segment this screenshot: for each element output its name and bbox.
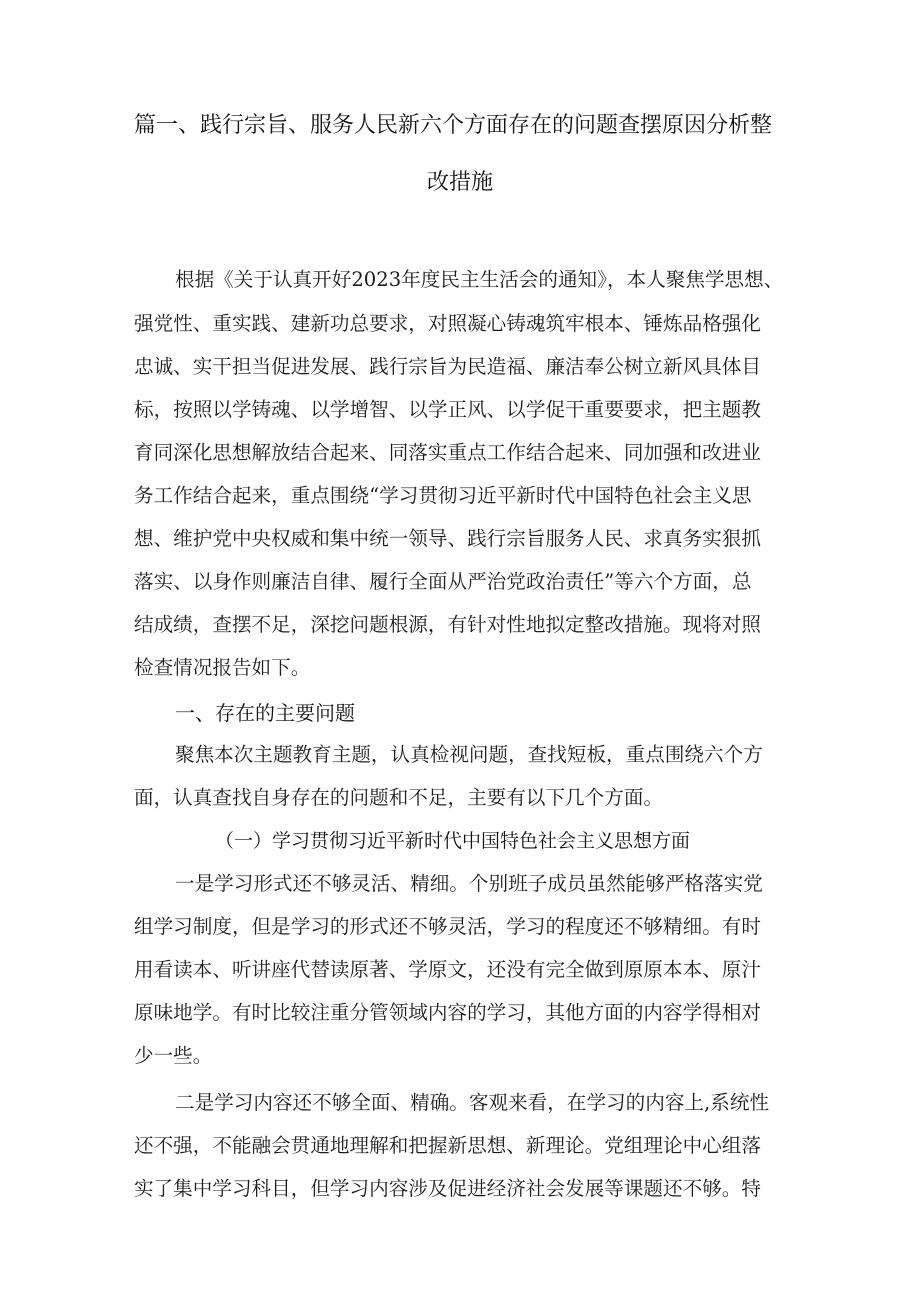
para1-line-1: 根据《关于认真开好2023年度民主生活会的通知》，本人聚焦学思想、 <box>175 268 784 291</box>
subsection-heading-1: （一）学习贯彻习近平新时代中国特色社会主义思想方面 <box>215 830 691 852</box>
para4-line-1: 二是学习内容还不够全面、精确。客观来看，在学习的内容上,系统性 <box>175 1091 770 1114</box>
para3-line-3: 用看读本、听讲座代替读原著、学原文，还没有完全做到原原本本、原汁 <box>134 958 761 981</box>
para1-line-7: 想、维护党中央权威和集中统一领导、践行宗旨服务人民、求真务实狠抓 <box>134 527 761 550</box>
para2-line-1: 聚焦本次主题教育主题，认真检视问题，查找短板，重点围绕六个方 <box>175 743 763 766</box>
document-title-line-1: 篇一、践行宗旨、服务人民新六个方面存在的问题查摆原因分析整 <box>134 113 773 138</box>
para4-line-3: 实了集中学习科目，但学习内容涉及促进经济社会发展等课题还不够。特 <box>134 1177 761 1200</box>
para1-line-4: 标，按照以学铸魂、以学增智、以学正风、以学促干重要要求，把主题教 <box>134 398 761 421</box>
para1-line-8: 落实、以身作则廉洁自律、履行全面从严治党政治责任”等六个方面，总 <box>134 570 752 593</box>
para1-line-2: 强党性、重实践、建新功总要求，对照凝心铸魂筑牢根本、锤炼品格强化 <box>134 312 761 335</box>
para1-line-5: 育同深化思想解放结合起来、同落实重点工作结合起来、同加强和改进业 <box>134 441 761 464</box>
para1-line-3: 忠诚、实干担当促进发展、践行宗旨为民造福、廉洁奉公树立新风具体目 <box>134 355 761 378</box>
para1-line-6: 务工作结合起来，重点围绕“学习贯彻习近平新时代中国特色社会主义思 <box>134 484 752 507</box>
para3-line-4: 原味地学。有时比较注重分管领域内容的学习，其他方面的内容学得相对 <box>134 1001 761 1024</box>
para2-line-2: 面，认真查找自身存在的问题和不足，主要有以下几个方面。 <box>134 786 664 809</box>
para3-line-2: 组学习制度，但是学习的形式还不够灵活，学习的程度还不够精细。有时 <box>134 915 761 938</box>
para4-line-2: 还不强，不能融会贯通地理解和把握新思想、新理论。党组理论中心组落 <box>134 1134 761 1157</box>
para1-line-9: 结成绩，查摆不足，深挖问题根源，有针对性地拟定整改措施。现将对照 <box>134 613 761 636</box>
para3-line-5: 少一些。 <box>134 1044 213 1067</box>
para3-line-1: 一是学习形式还不够灵活、精细。个别班子成员虽然能够严格落实党 <box>175 872 763 895</box>
document-title-line-2: 改措施 <box>426 170 493 195</box>
para1-line-10: 检查情况报告如下。 <box>134 656 311 679</box>
section-heading-main-problems: 一、存在的主要问题 <box>175 701 355 725</box>
